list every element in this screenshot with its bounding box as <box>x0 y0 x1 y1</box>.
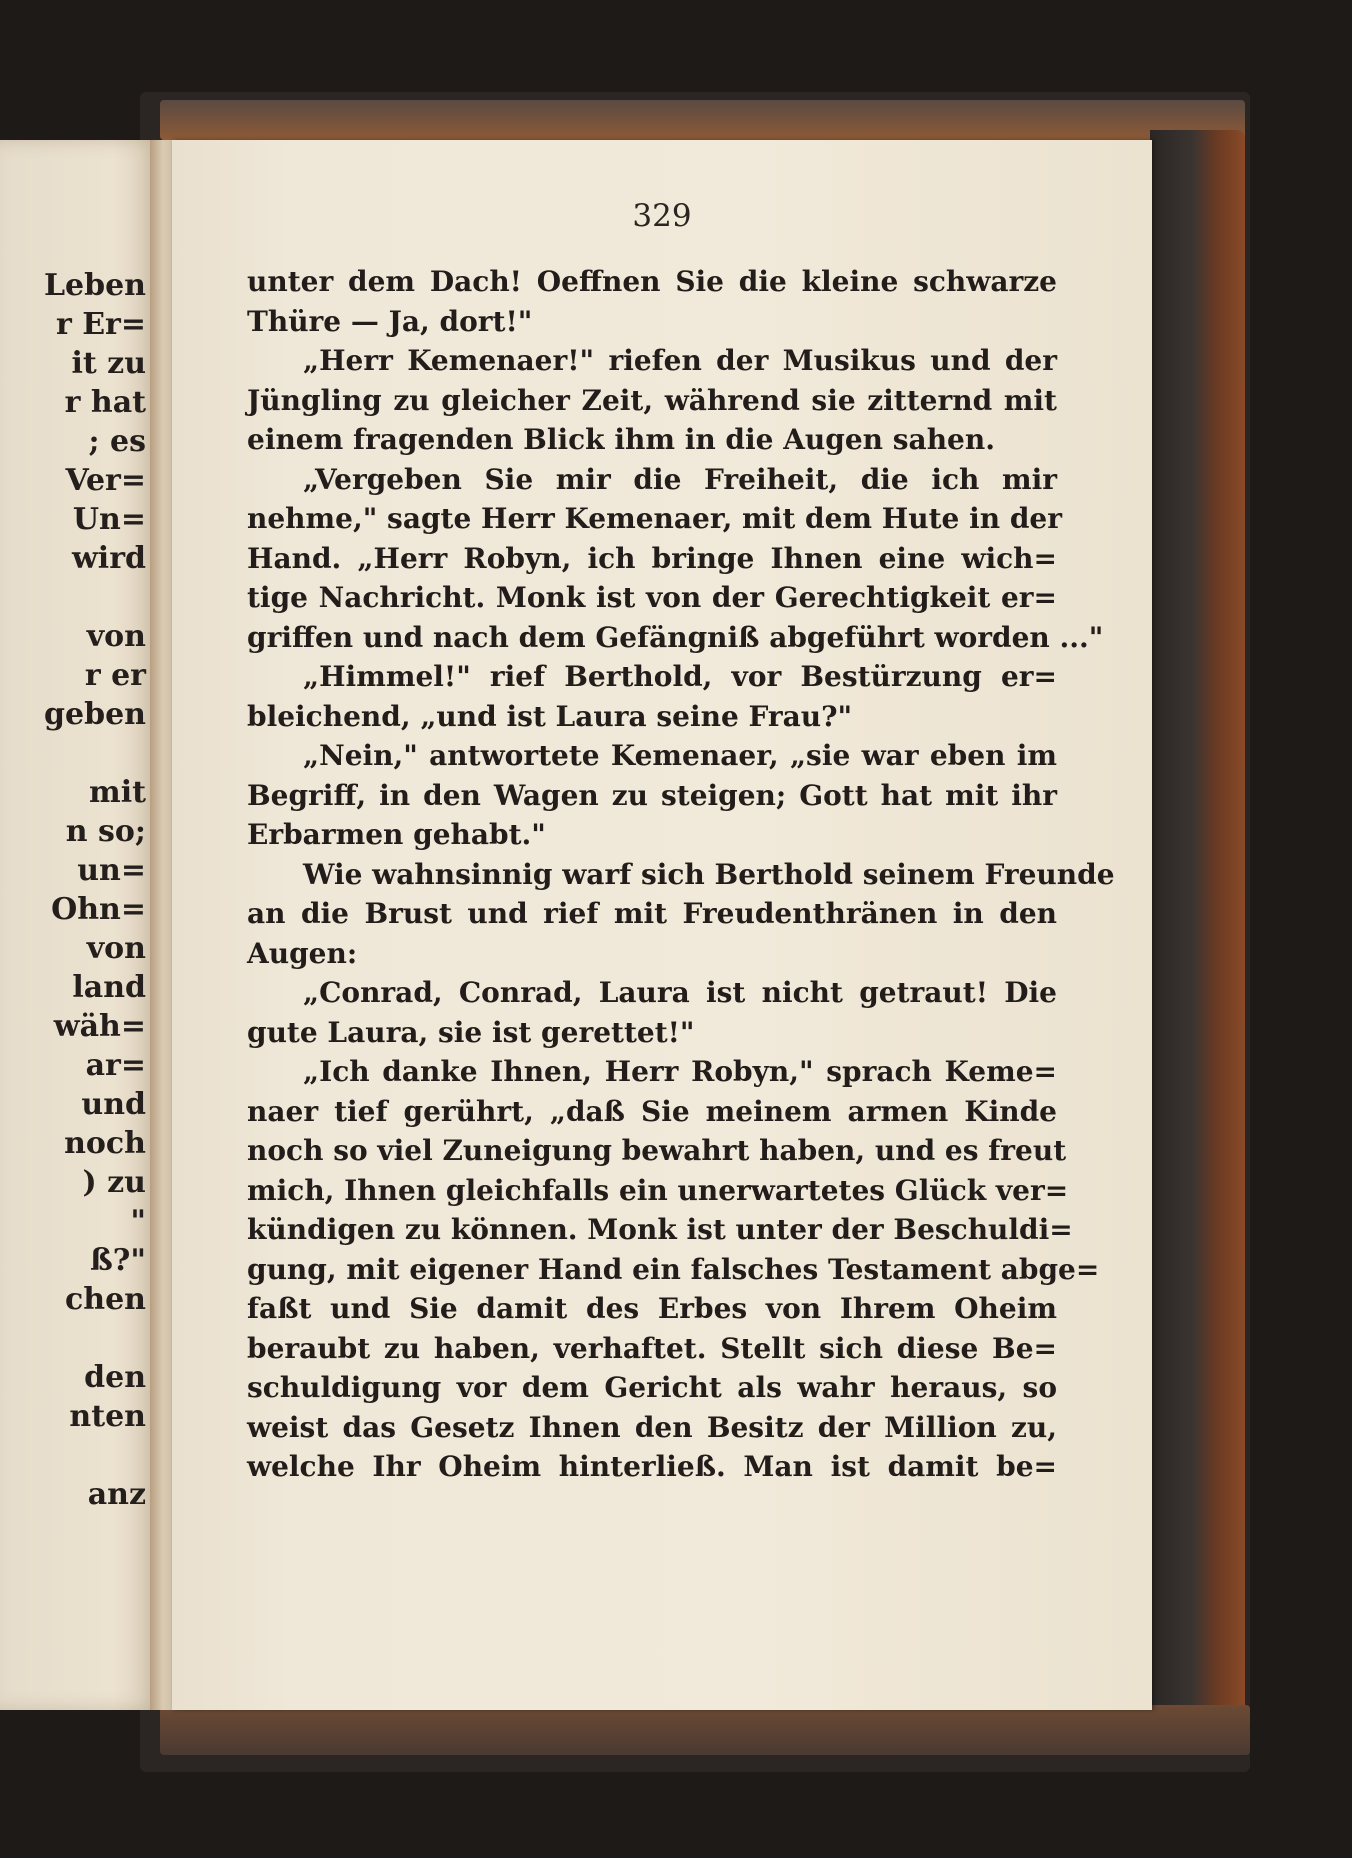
page-text-block <box>247 262 1115 1487</box>
left-page-line-fragment: chen <box>65 1282 146 1317</box>
text-line: „Vergeben Sie mir die Freiheit, die ich mir <box>303 462 1057 496</box>
left-page-line-fragment: ar= <box>85 1048 146 1083</box>
text-line: tige Nachricht. Monk ist von der Gerechtigkeit er= <box>247 581 1057 614</box>
left-page-line-fragment: land <box>72 970 146 1005</box>
left-page-line-fragment: Leben <box>43 268 146 303</box>
left-page <box>0 140 162 1710</box>
left-page-line-fragment: von <box>86 619 146 654</box>
left-page-line-fragment: geben <box>44 697 146 732</box>
text-line: gute Laura, sie ist gerettet!" <box>247 1015 695 1049</box>
text-line: „Ich danke Ihnen, Herr Robyn," sprach Keme= <box>303 1055 1057 1088</box>
cover-bottom-edge <box>160 1705 1250 1755</box>
text-line: Wie wahnsinnig warf sich Berthold seinem Freunde <box>303 857 1115 891</box>
text-line: mich, Ihnen gleichfalls ein unerwartetes Glück ver= <box>247 1173 1069 1207</box>
text-line: welche Ihr Oheim hinterließ. Man ist damit be= <box>247 1450 1057 1483</box>
left-page-line-fragment: den <box>84 1360 146 1395</box>
left-page-line-fragment <box>0 734 146 773</box>
text-line: „Himmel!" rief Berthold, vor Bestürzung er= <box>303 660 1057 693</box>
left-page-line-fragment: r Er= <box>55 307 146 342</box>
left-page-line-fragment: n so; <box>65 814 146 849</box>
text-line: „Herr Kemenaer!" riefen der Musikus und der <box>303 344 1057 377</box>
left-page-line-fragment: ; es <box>88 424 146 459</box>
text-line: „Conrad, Conrad, Laura ist nicht getraut! Die <box>303 976 1057 1009</box>
left-page-line-fragment: nten <box>69 1399 146 1434</box>
text-line: einem fragenden Blick ihm in die Augen sahen. <box>247 423 995 456</box>
text-line: Augen: <box>247 936 358 970</box>
left-page-line-fragment <box>0 578 146 617</box>
text-line: weist das Gesetz Ihnen den Besitz der Million zu, <box>247 1410 1057 1444</box>
left-page-line-fragment: " <box>130 1204 146 1239</box>
text-line: kündigen zu können. Monk ist unter der Beschuldi= <box>247 1213 1073 1246</box>
left-page-text <box>0 266 146 1514</box>
left-page-line-fragment: un= <box>77 853 146 888</box>
text-line: an die Brust und rief mit Freudenthränen in den <box>247 897 1057 930</box>
text-line: Erbarmen gehabt." <box>247 818 546 851</box>
left-page-line-fragment: r er <box>84 658 146 693</box>
text-line: Begriff, in den Wagen zu steigen; Gott hat mit ihr <box>247 778 1057 812</box>
text-line: schuldigung vor dem Gericht als wahr heraus, so <box>247 1371 1057 1404</box>
cover-right-edge <box>1150 130 1245 1730</box>
left-page-line-fragment: wäh= <box>53 1009 146 1044</box>
page-number: 329 <box>632 198 692 234</box>
text-line: Jüngling zu gleicher Zeit, während sie zitternd mit <box>247 383 1057 417</box>
left-page-line-fragment: anz <box>87 1477 146 1512</box>
text-line: „Nein," antwortete Kemenaer, „sie war eben im <box>303 739 1057 772</box>
text-line: faßt und Sie damit des Erbes von Ihrem Oheim <box>247 1292 1057 1325</box>
text-line: gung, mit eigener Hand ein falsches Testament abge= <box>247 1252 1100 1286</box>
cover-top-edge <box>160 100 1245 140</box>
left-page-line-fragment: noch <box>64 1126 146 1161</box>
left-page-line-fragment: r hat <box>64 385 146 420</box>
left-page-line-fragment: ) zu <box>82 1165 146 1200</box>
left-page-line-fragment: ß?" <box>89 1243 146 1278</box>
left-page-line-fragment: von <box>86 931 146 966</box>
left-page-line-fragment: und <box>81 1087 146 1122</box>
left-page-line-fragment: Ver= <box>65 463 146 498</box>
text-line: noch so viel Zuneigung bewahrt haben, und es freut <box>247 1134 1067 1167</box>
left-page-line-fragment <box>0 1436 146 1475</box>
text-line: naer tief gerührt, „daß Sie meinem armen Kinde <box>247 1094 1057 1128</box>
text-line: nehme," sagte Herr Kemenaer, mit dem Hute in der <box>247 502 1062 535</box>
left-page-line-fragment: wird <box>71 541 146 576</box>
text-line: unter dem Dach! Oeffnen Sie die kleine schwarze <box>247 265 1057 298</box>
text-line: Thüre — Ja, dort!" <box>247 304 533 338</box>
left-page-line-fragment: mit <box>89 775 146 810</box>
text-line: Hand. „Herr Robyn, ich bringe Ihnen eine wich= <box>247 541 1057 575</box>
text-line: griffen und nach dem Gefängniß abgeführt worden ..." <box>247 620 1104 654</box>
left-page-line-fragment: it zu <box>71 346 146 381</box>
left-page-line-fragment: Un= <box>72 502 146 537</box>
text-line: beraubt zu haben, verhaftet. Stellt sich diese Be= <box>247 1331 1057 1365</box>
right-page <box>172 140 1152 1710</box>
left-page-line-fragment: Ohn= <box>51 892 146 927</box>
text-line: bleichend, „und ist Laura seine Frau?" <box>247 699 853 733</box>
left-page-line-fragment <box>0 1319 146 1358</box>
